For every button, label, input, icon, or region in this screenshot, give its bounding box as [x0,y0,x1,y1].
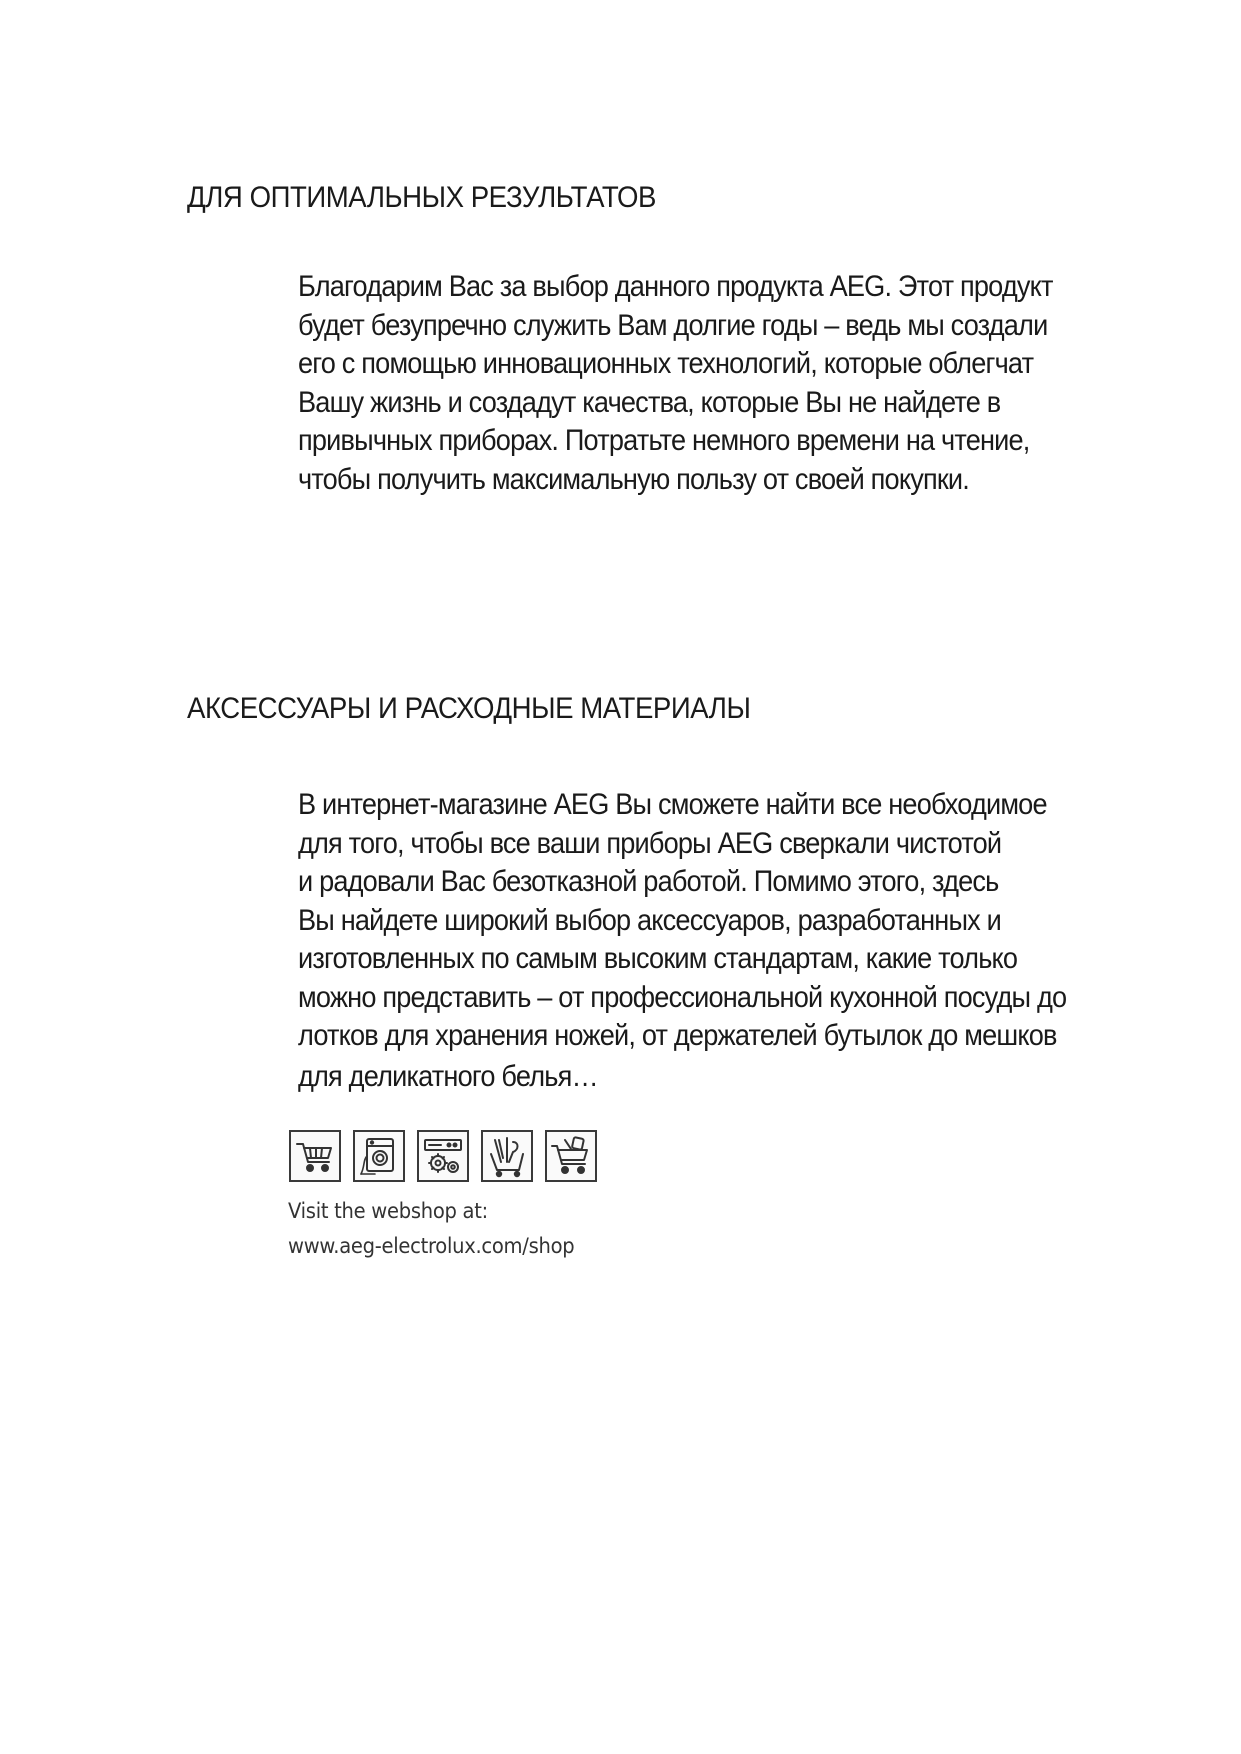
paragraph-line: его с помощью инновационных технологий, которые облегчат [298,347,1034,380]
webshop-info [288,1194,574,1264]
paragraph-line: изготовленных по самым высоким стандартам, какие только [298,942,1018,975]
paragraph-line: для деликатного белья… [298,1059,598,1093]
section-heading-accessories: АКСЕССУАРЫ И РАСХОДНЫЕ МАТЕРИАЛЫ [187,692,751,725]
section-heading-optimal-results: ДЛЯ ОПТИМАЛЬНЫХ РЕЗУЛЬТАТОВ [187,181,657,214]
intro-paragraph [298,268,1132,499]
paragraph-line: В интернет-магазине AEG Вы сможете найти все необходимое [298,788,1047,821]
paragraph-line: чтобы получить максимальную пользу от своей покупки. [298,462,969,496]
webshop-icons-row [289,1130,597,1182]
webshop-visit-label: Visit the webshop at: [288,1199,488,1223]
washing-machine-icon [353,1130,405,1182]
paragraph-line: Вашу жизнь и создадут качества, которые Вы не найдете в [298,385,1001,419]
shopping-cart-icon [289,1130,341,1182]
oven-settings-icon [417,1130,469,1182]
paragraph-line: Благодарим Вас за выбор данного продукта AEG. Этот продукт [298,270,1053,303]
webshop-url[interactable]: www.aeg-electrolux.com/shop [288,1234,575,1258]
paragraph-line: Вы найдете широкий выбор аксессуаров, разработанных и [298,903,1002,937]
cart-products-icon [545,1130,597,1182]
paragraph-line: будет безупречно служить Вам долгие годы – ведь мы создали [298,308,1048,342]
accessories-paragraph [298,786,1147,1096]
paragraph-line: привычных приборах. Потратьте немного времени на чтение, [298,424,1030,457]
paragraph-line: можно представить – от профессиональной кухонной посуды до [298,980,1067,1014]
paragraph-line: и радовали Вас безотказной работой. Помимо этого, здесь [298,865,999,898]
kitchen-utensils-icon [481,1130,533,1182]
paragraph-line: для того, чтобы все ваши приборы AEG сверкали чистотой [298,826,1002,860]
paragraph-line: лотков для хранения ножей, от держателей бутылок до мешков [298,1019,1057,1052]
